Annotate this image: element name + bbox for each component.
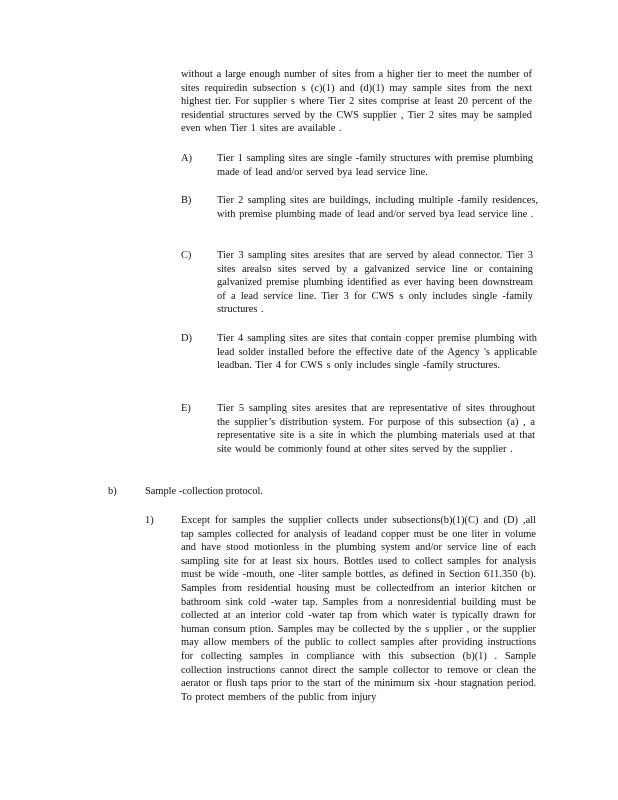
tier-a-text: Tier 1 sampling sites are single -family structures with premise plumbing made of lead and/or served bya lead service line. [217, 153, 533, 178]
tier-c-text: Tier 3 sampling sites aresites that are served by alead connector. Tier 3 sites arealso sites served by a galvanized service line or containing galvanized premise plumbing identified as ever having been downstream of a lead service line. Tier 3 for CWS s only includes single -family structures . [217, 250, 533, 316]
tier-b-text: Tier 2 sampling sites are buildings, including multiple -family residences, with premise plumbing made of lead and/or served bya lead service line . [217, 195, 538, 220]
tier-d-text: Tier 4 sampling sites are sites that contain copper premise plumbing with lead solder installed before the effective date of the Agency 's applicable leadban. Tier 4 for CWS s only includes single -family structures. [217, 333, 537, 372]
section-b-heading: Sample -collection protocol. [145, 486, 264, 497]
intro-paragraph: without a large enough number of sites from a higher tier to meet the number of sites requiredin subsection s (c)(1) and (d)(1) may sample sites from the next highest tier. For supplier s where Tier 2 sites comprise at least 20 percent of the residential structures served by the CWS supplier , Tier 2 sites may be sampled even when Tier 1 sites are available . [181, 69, 532, 135]
tier-d-marker: D) [181, 333, 192, 344]
tier-e-marker: E) [181, 403, 191, 414]
item-1-text: Except for samples the supplier collects under subsections(b)(1)(C) and (D) ,all tap samples collected for analysis of leadand copper must be one liter in volume and have stood motionless in the plumbing system and/or service line of each sampling site for at least six hours. Bottles used to collect samples for analysis must be wide -mouth, one -liter sample bottles, as defined in Section 611.350 (b). Samples from residential housing must be collectedfrom an interior kitchen or bathroom sink cold -water tap. Samples from a nonresidential building must be collected at an interior cold -water tap from which water is typically drawn for human consum ption. Samples may be collected by the s upplier , or the supplier may allow members of the public to collect samples after providing instructions for collecting samples in compliance with this subsection (b)(1) . Sample collection instructions cannot direct the sample collector to remove or clean the aerator or flush taps prior to the start of the minimum six -hour stagnation period. To protect members of the public from injury [181, 515, 536, 703]
section-b-marker: b) [108, 486, 117, 497]
tier-e-text: Tier 5 sampling sites aresites that are representative of sites throughout the supplier’s distribution system. For purpose of this subsection (a) , a representative site is a site in which the plumbing materials used at that site would be commonly found at other sites served by the supplier . [217, 403, 535, 455]
item-1-marker: 1) [145, 515, 154, 526]
tier-b-marker: B) [181, 195, 192, 206]
tier-c-marker: C) [181, 250, 192, 261]
tier-a-marker: A) [181, 153, 192, 164]
